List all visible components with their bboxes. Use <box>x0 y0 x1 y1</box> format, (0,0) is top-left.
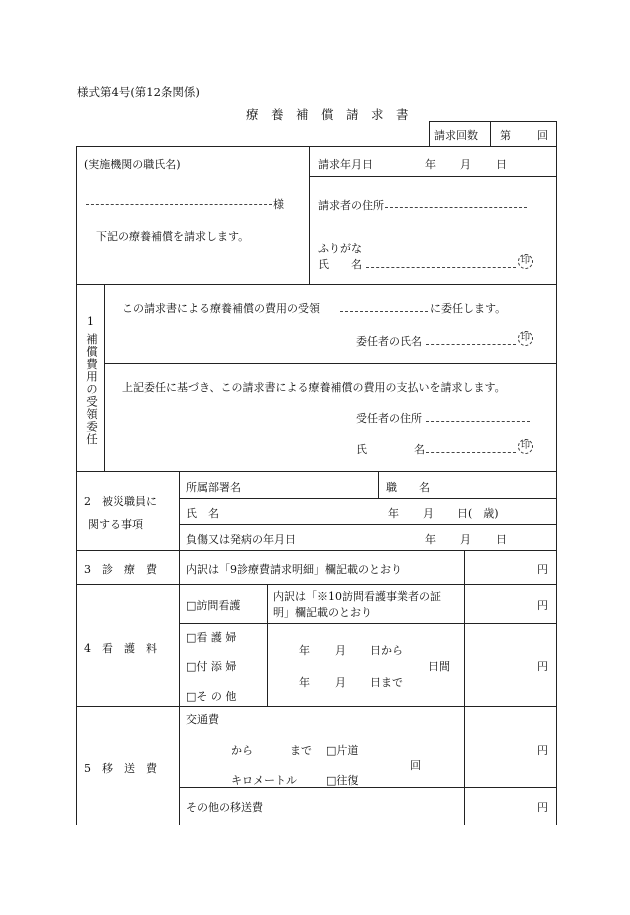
transport-to-label: まで <box>290 744 312 757</box>
visiting-nursing-checkbox[interactable]: □訪問看護 <box>186 599 241 612</box>
period-to-day: 日まで <box>370 676 403 689</box>
other-caregiver-checkbox[interactable]: □そ の 他 <box>186 690 237 703</box>
agency-name-input[interactable] <box>88 191 270 205</box>
delegator-name-label: 委任者の氏名 <box>356 335 422 348</box>
other-transport-label: その他の移送費 <box>186 801 263 814</box>
section4-label: 4 看 護 料 <box>84 642 157 655</box>
claim-count-label: 請求回数 <box>434 129 478 142</box>
round-trip-checkbox[interactable]: □往復 <box>326 774 359 787</box>
visiting-nursing-detail-b: 明」欄記載のとおり <box>273 606 372 619</box>
injury-date-label: 負傷又は発病の年月日 <box>186 533 296 546</box>
transport-from-label: から <box>231 744 253 757</box>
delegatee-input[interactable] <box>342 298 426 312</box>
nursing-fee-yen: 円 <box>537 660 548 673</box>
section2-label-a: 2 被災職員に <box>84 495 157 508</box>
section1-number: 1 <box>87 315 94 328</box>
medical-fee-detail: 内訳は「9診療費請求明細」欄記載のとおり <box>186 563 402 576</box>
employee-name-label: 氏 名 <box>186 507 219 520</box>
claimant-name-label: 氏 名 <box>318 258 362 271</box>
dept-label: 所属部署名 <box>186 481 241 494</box>
birth-year-label: 年 <box>388 507 399 520</box>
transport-fee-input[interactable] <box>470 740 532 756</box>
claimant-name-input[interactable] <box>368 254 514 268</box>
section1-label: 補償費用の受領委任 <box>85 333 99 446</box>
seal-icon: 印 <box>518 254 533 269</box>
delegate-text-a: この請求書による療養補償の費用の受領 <box>122 302 320 315</box>
nurse-checkbox[interactable]: □看 護 婦 <box>186 631 237 644</box>
injury-month-label: 月 <box>460 533 471 546</box>
claim-count-input[interactable] <box>513 125 535 141</box>
seal-icon: 印 <box>518 439 533 454</box>
visiting-nursing-fee-input[interactable] <box>470 595 532 611</box>
seal-icon: 印 <box>518 331 533 346</box>
period-days-label: 日間 <box>428 660 450 673</box>
period-to-month: 月 <box>335 676 346 689</box>
claimant-address-label: 請求者の住所 <box>318 199 384 212</box>
period-from-year: 年 <box>299 644 310 657</box>
section5-label: 5 移 送 費 <box>84 762 157 775</box>
delegatee-address-input[interactable] <box>428 408 528 422</box>
birth-month-label: 月 <box>423 507 434 520</box>
claim-count-dai: 第 <box>500 129 511 142</box>
other-transport-yen: 円 <box>537 801 548 814</box>
transport-fee-label: 交通費 <box>186 713 219 726</box>
delegate-text-b: に委任します。 <box>430 302 507 315</box>
period-from-day: 日から <box>370 644 403 657</box>
visiting-nursing-detail-a: 内訳は「※10訪問看護事業者の証 <box>273 590 441 603</box>
job-title-input[interactable] <box>440 477 552 493</box>
payment-request-text: 上記委任に基づき、この請求書による療養補償の費用の支払いを請求します。 <box>122 381 506 394</box>
dept-input[interactable] <box>250 477 374 493</box>
kilometer-label: キロメートル <box>231 774 297 787</box>
delegator-name-input[interactable] <box>428 331 514 345</box>
job-title-label: 職 名 <box>386 481 430 494</box>
delegatee-mei-label: 名 <box>414 443 425 456</box>
transport-fee-yen: 円 <box>537 744 548 757</box>
claim-count-kai: 回 <box>537 129 548 142</box>
period-to-year: 年 <box>299 676 310 689</box>
form-number: 様式第4号(第12条関係) <box>77 85 200 99</box>
one-way-checkbox[interactable]: □片道 <box>326 744 359 757</box>
delegatee-address-label: 受任者の住所 <box>356 412 422 425</box>
page-title: 療 養 補 償 請 求 書 <box>246 107 409 122</box>
attendant-checkbox[interactable]: □付 添 婦 <box>186 660 237 673</box>
medical-fee-yen: 円 <box>537 563 548 576</box>
furigana-label: ふりがな <box>318 242 362 255</box>
visiting-nursing-yen: 円 <box>537 599 548 612</box>
other-transport-fee-input[interactable] <box>470 797 532 813</box>
delegatee-name-input[interactable] <box>428 439 514 453</box>
agency-label: (実施機関の職氏名) <box>84 158 181 171</box>
request-text: 下記の療養補償を請求します。 <box>96 230 250 243</box>
claim-date-label: 請求年月日 <box>318 158 373 171</box>
nursing-fee-input[interactable] <box>470 656 532 672</box>
injury-year-label: 年 <box>425 533 436 546</box>
injury-day-label: 日 <box>496 533 507 546</box>
claim-date-day: 日 <box>496 158 507 171</box>
delegatee-shi-label: 氏 <box>356 443 367 456</box>
medical-fee-input[interactable] <box>470 559 532 575</box>
claim-date-month: 月 <box>460 158 471 171</box>
sama-label: 様 <box>273 198 284 211</box>
section3-label: 3 診 療 費 <box>84 563 157 576</box>
birth-day-age-label: 日( 歳) <box>457 507 499 520</box>
period-from-month: 月 <box>335 644 346 657</box>
claimant-address-input[interactable] <box>388 194 526 208</box>
claim-date-year: 年 <box>425 158 436 171</box>
section2-label-b: 関する事項 <box>88 518 143 531</box>
trip-count-label: 回 <box>410 759 421 772</box>
employee-name-input[interactable] <box>232 503 372 519</box>
